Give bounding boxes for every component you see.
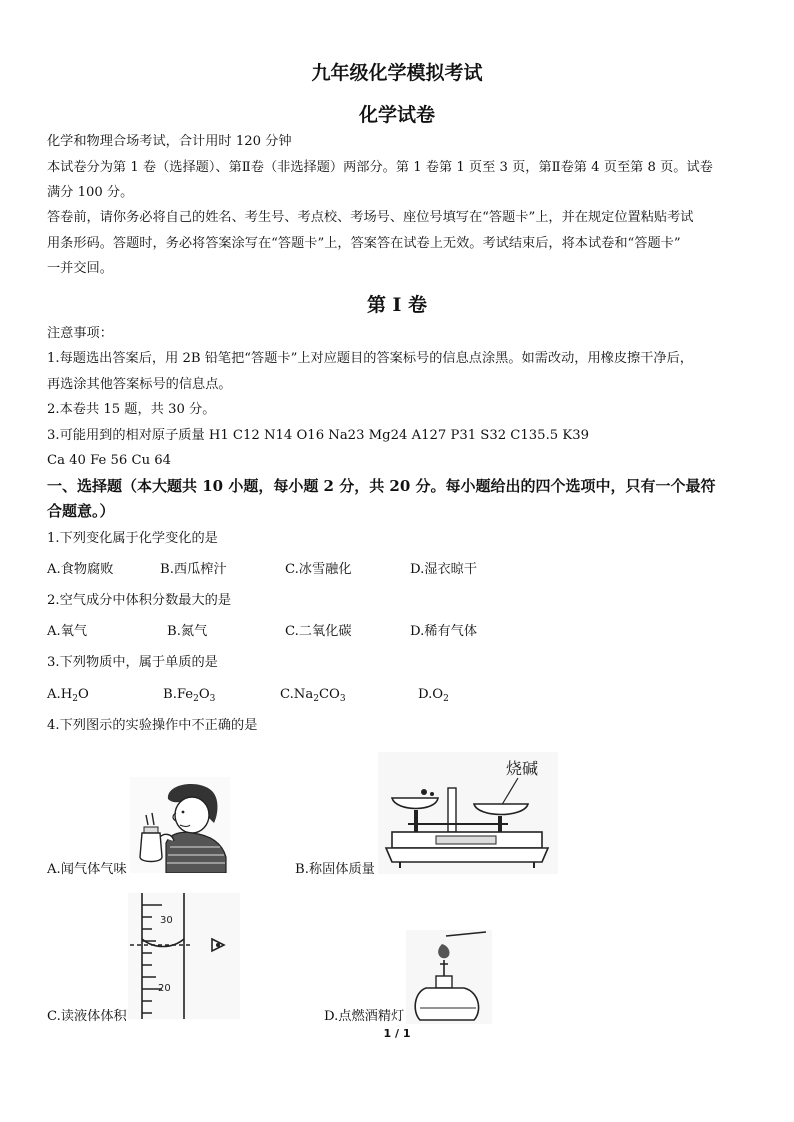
q2-option-a: A.氧气 (47, 624, 88, 639)
q3-option-c: $C.Na_2CO_3$ (280, 687, 346, 704)
section-1-heading: 一、选择题（本大题共 10 小题，每小题 2 分，共 20 分。每小题给出的四个选项中，只有一个最符 (47, 477, 716, 495)
alcohol-lamp-figure (406, 930, 492, 1024)
note-3a: 3.可能用到的相对原子质量 H1 C12 N14 O16 Na23 Mg24 A127 P31 S32 C135.5 K39 (47, 428, 589, 443)
q1-option-b: B.西瓜榨汁 (160, 562, 227, 577)
balance-label: 烧碱 (506, 759, 539, 778)
section-1-heading-cont: 合题意。） (47, 502, 115, 520)
page-number: 1 / 1 (383, 1027, 411, 1040)
cylinder-tick-30: 30 (160, 915, 173, 926)
note-1a: 1.每题选出答案后，用 2B 铅笔把“答题卡”上对应题目的答案标号的信息点涂黑。如需改动，用橡皮擦干净后， (47, 351, 693, 366)
q1-option-a: A.食物腐败 (47, 562, 114, 577)
intro-line-4: 答卷前，请你务必将自己的姓名、考生号、考点校、考场号、座位号填写在“答题卡”上，并在规定位置粘贴考试 (47, 210, 694, 225)
q2-stem: 2.空气成分中体积分数最大的是 (47, 593, 232, 608)
q4-option-a: A.闻气体气味 (47, 862, 127, 877)
smell-gas-figure (130, 777, 230, 873)
q2-option-c: C.二氧化碳 (285, 624, 352, 639)
q1-option-c: C.冰雪融化 (285, 562, 352, 577)
exam-subtitle: 化学试卷 (358, 104, 435, 126)
intro-line-1: 化学和物理合场考试，合计用时 120 分钟 (47, 134, 292, 149)
note-2: 2.本卷共 15 题，共 30 分。 (47, 402, 216, 417)
q3-stem: 3.下列物质中，属于单质的是 (47, 655, 218, 670)
q4-option-d: D.点燃酒精灯 (324, 1009, 405, 1024)
q4-stem: 4.下列图示的实验操作中不正确的是 (47, 718, 258, 733)
exam-title: 九年级化学模拟考试 (311, 62, 483, 84)
note-1b: 再选涂其他答案标号的信息点。 (47, 377, 232, 392)
intro-line-3: 满分 100 分。 (47, 185, 134, 200)
note-3b: Ca 40 Fe 56 Cu 64 (47, 453, 172, 468)
notes-header: 注意事项： (47, 326, 113, 341)
volume-title: 第 I 卷 (366, 294, 428, 316)
q1-option-d: D.湿衣晾干 (410, 562, 478, 577)
q2-option-d: D.稀有气体 (410, 624, 478, 639)
intro-line-6: 一并交回。 (47, 261, 113, 276)
balance-figure (378, 752, 558, 874)
q2-option-b: B.氮气 (167, 624, 208, 639)
q1-stem: 1.下列变化属于化学变化的是 (47, 531, 218, 546)
graduated-cylinder-figure (128, 893, 240, 1019)
q3-option-b: $B.Fe_2O_3$ (163, 687, 216, 704)
q4-option-c: C.读液体体积 (47, 1009, 127, 1024)
cylinder-tick-20: 20 (158, 983, 171, 994)
intro-line-5: 用条形码。答题时，务必将答案涂写在“答题卡”上，答案答在试卷上无效。考试结束后，将本试卷和“答题卡” (47, 236, 681, 251)
q4-option-b: B.称固体质量 (295, 862, 375, 877)
q3-option-a: $A.H_2O$ (47, 687, 89, 704)
q3-option-d: $D.O_2$ (418, 687, 449, 704)
intro-line-2: 本试卷分为第 1 卷（选择题）、第Ⅱ卷（非选择题）两部分。第 1 卷第 1 页至 3 页，第Ⅱ卷第 4 页至第 8 页。试卷 (47, 160, 713, 175)
